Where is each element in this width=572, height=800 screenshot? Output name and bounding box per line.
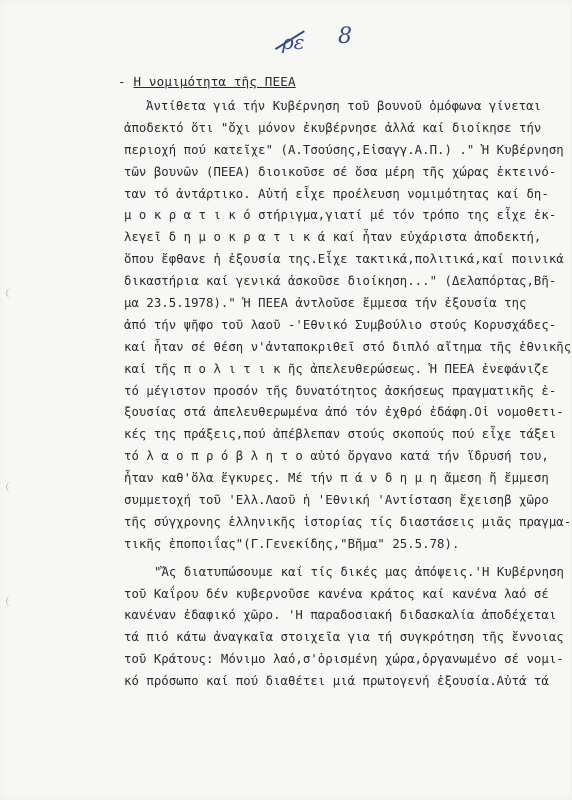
text-line: τό μέγιστον προσόν τῆς δυνατότητος ἀσκήσεως πραγματικῆς ἐ-	[124, 383, 557, 398]
heading-title: Η νομιμότητα τῆς ΠΕΕΑ	[133, 74, 296, 89]
text-line: ἀποδεκτό ὅτι "ὄχι μόνον ἐκυβέρνησε ἀλλά καί διοίκησε τήν	[124, 120, 542, 135]
heading-dash: -	[118, 74, 134, 89]
page-number-area	[276, 20, 396, 60]
handwritten-page-number: 8	[338, 24, 352, 49]
text-line: τοῦ Κράτους: Μόνιμο λαό,σ'ὁρισμένη χώρα,ὀργανωμένο σέ νομι-	[124, 652, 564, 667]
text-line: λεγεῖ δ η μ ο κ ρ α τ ι κ ά καί ἦταν εὐχάριστα ἀποδεκτή,	[124, 230, 542, 245]
text-line: κό πρόσωπο καί πού διαθέτει μιά πρωτογενή ἐξουσία.Αὐτά τά	[124, 674, 549, 689]
text-line: ταν τό ἀντάρτικο. Αὐτή εἶχε προέλευση νομιμότητας καί δη-	[124, 186, 549, 201]
text-line: τό λ α ο π ρ ό β λ η τ ο αὐτό ὄργανο κατά τήν ἵδρυσή του,	[124, 449, 549, 464]
punch-hole-mark	[6, 288, 11, 298]
body-text	[124, 96, 572, 693]
text-line: τῆς σύγχρονης ἑλληνικῆς ἱστορίας τίς διαστάσεις μιᾶς πραγμα-	[124, 514, 572, 529]
punch-hole-mark	[6, 596, 11, 606]
text-line: τῶν βουνῶν (ΠΕΕΑ) διοικοῦσε σέ ὅσα μέρη τῆς χώρας ἐκτεινό-	[124, 164, 557, 179]
text-line: ἀπό τήν ψῆφο τοῦ λαοῦ -'Εθνικό Συμβούλιο στούς Κορυσχάδες-	[124, 317, 557, 332]
punch-hole-mark	[6, 482, 11, 492]
text-line: συμμετοχή τοῦ 'Ελλ.Λαοῦ ἡ 'Εθνική 'Αντίσταση ἔχεισηβ χῶρο	[124, 493, 549, 508]
text-line: καί τῆς π ο λ ι τ ι κ ῆς ἀπελευθερώσεως. Ἡ ΠΕΕΑ ἐνεφάνιζε	[124, 361, 549, 376]
text-line: τά πιό κάτω ἀναγκαῖα στοιχεῖα για τή συγκρότηση τῆς ἔννοιας	[124, 630, 564, 645]
text-line: τοῦ Καΐρου δέν κυβερνοῦσε κανένα κράτος καί κανένα λαό σέ	[124, 586, 549, 601]
text-line: ὅπου ἔφθανε ἡ ἐξουσία της.Εἶχε τακτικά,πολιτικά,καί ποινικά	[124, 252, 564, 267]
text-line: περιοχή πού κατεῖχε" (Α.Τσούσης,Εἰσαγγ.Α.Π.) ." Ἡ Κυβέρνηση	[124, 142, 564, 157]
struck-page-number: ρε	[282, 30, 305, 54]
text-line: κές της πράξεις,πού ἀπέβλεπαν στούς σκοπούς πού εἶχε τάξει	[124, 427, 557, 442]
text-line: κανέναν ἐδαφικό χῶρο. 'Η παραδοσιακή διδασκαλία ἀποδέχεται	[124, 608, 557, 623]
text-line: "Ἄς διατυπώσουμε καί τίς δικές μας ἀπόψεις.'Η Κυβέρνηση	[154, 564, 564, 579]
text-line: Ἀντίθετα γιά τήν Κυβέρνηση τοῦ βουνοῦ ὁμόφωνα γίνεται	[146, 99, 542, 113]
text-line: ἦταν καθ'ὅλα ἔγκυρες. Μέ τήν π ά ν δ η μ η ἄμεση ἤ ἔμμεση	[124, 471, 549, 486]
section-heading	[118, 74, 296, 89]
text-line: μα 23.5.1978)." Ἡ ΠΕΕΑ ἀντλοῦσε ἔμμεσα τήν ἐξουσία της	[124, 296, 527, 311]
text-line: δικαστήρια καί γενικά ἀσκοῦσε διοίκηση..." (Δελαπόρτας,Βῆ-	[124, 274, 557, 289]
text-line: καί ἦταν σέ θέση ν'ἀνταποκριθεῖ στό διπλό αἴτημα τῆς ἐθνικῆς	[124, 339, 572, 354]
text-line: ξουσίας στά ἀπελευθερωμένα ἀπό τόν ἐχθρό ἐδάφη.Οἱ νομοθετι-	[124, 405, 564, 420]
text-line: τικῆς ἐποποιΐας"(Γ.Γενεκίδης,"Βῆμα" 25.5.78).	[124, 536, 460, 551]
text-line: μ ο κ ρ α τ ι κ ό στήριγμα,γιατί μέ τόν τρόπο της εἶχε ἐκ-	[124, 208, 557, 223]
